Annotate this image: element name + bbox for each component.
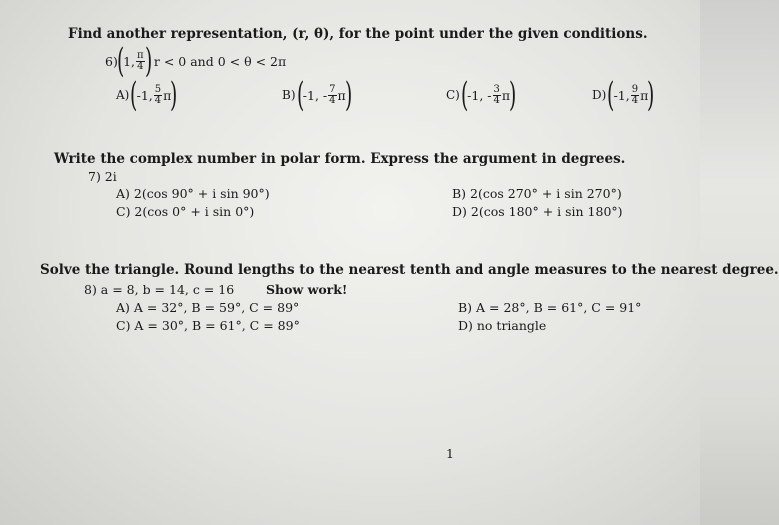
choice-suffix: π	[163, 87, 172, 103]
question-7: 7) 2i	[88, 169, 117, 184]
question-6	[105, 41, 287, 81]
page-number: 1	[446, 446, 454, 461]
question-8: 8) a = 8, b = 14, c = 16	[84, 282, 235, 297]
choice-8b: B) A = 28°, B = 61°, C = 91°	[458, 300, 642, 315]
choice-label: D)	[592, 88, 607, 102]
choice-den: 4	[329, 94, 336, 106]
choice-prefix: -1,	[613, 87, 630, 103]
choice-num: 5	[154, 83, 162, 95]
choice-fraction	[328, 85, 336, 106]
choice-num: 7	[329, 83, 336, 95]
choice-7b: B) 2(cos 270° + i sin 270°)	[452, 186, 622, 201]
right-paren: )	[647, 75, 655, 115]
section1-heading: Find another representation, (r, θ), for the point under the given conditions.	[68, 26, 648, 42]
point-theta-den: 4	[137, 60, 144, 72]
choice-den: 4	[631, 94, 639, 106]
right-paren: )	[144, 41, 152, 81]
section2-heading: Write the complex number in polar form. Express the argument in degrees.	[54, 151, 626, 167]
choice-6b	[282, 75, 352, 115]
choice-label: C)	[446, 88, 460, 102]
choice-fraction	[154, 85, 162, 106]
choice-prefix: -1, -	[467, 87, 492, 103]
choice-den: 4	[493, 94, 500, 106]
choice-label: B)	[282, 88, 296, 102]
choice-7c: C) 2(cos 0° + i sin 0°)	[116, 204, 255, 219]
choice-num: 3	[493, 83, 500, 95]
choice-den: 4	[154, 94, 162, 106]
left-paren: (	[607, 75, 615, 115]
section3-heading: Solve the triangle. Round lengths to the nearest tenth and angle measures to the nearest degree.	[40, 262, 779, 278]
show-work-note: Show work!	[266, 282, 348, 297]
point-theta-fraction	[136, 51, 145, 72]
choice-fraction	[493, 85, 501, 106]
choice-6c	[446, 75, 517, 115]
choice-6a	[116, 75, 178, 115]
right-paren: )	[344, 75, 352, 115]
left-paren: (	[116, 41, 125, 81]
choice-fraction	[631, 85, 639, 106]
point-theta-num: π	[137, 49, 144, 61]
left-paren: (	[460, 75, 469, 115]
question-6-number: 6)	[105, 53, 118, 69]
choice-prefix: -1, -	[302, 87, 328, 103]
choice-8c: C) A = 30°, B = 61°, C = 89°	[116, 318, 300, 333]
choice-label: A)	[116, 88, 130, 102]
choice-8a: A) A = 32°, B = 59°, C = 89°	[116, 300, 300, 315]
left-paren: (	[296, 75, 304, 115]
choice-6d	[592, 75, 655, 115]
question-6-condition: r < 0 and 0 < θ < 2π	[153, 53, 287, 69]
right-paren: )	[170, 75, 178, 115]
choice-suffix: π	[501, 87, 511, 103]
choice-8d: D) no triangle	[458, 318, 547, 333]
point-r: 1,	[123, 53, 136, 69]
left-paren: (	[130, 75, 138, 115]
choice-7d: D) 2(cos 180° + i sin 180°)	[452, 204, 623, 219]
right-paren: )	[509, 75, 517, 115]
choice-suffix: π	[337, 87, 346, 103]
choice-prefix: -1,	[136, 87, 153, 103]
choice-num: 9	[631, 83, 639, 95]
choice-7a: A) 2(cos 90° + i sin 90°)	[116, 186, 270, 201]
choice-suffix: π	[640, 87, 649, 103]
